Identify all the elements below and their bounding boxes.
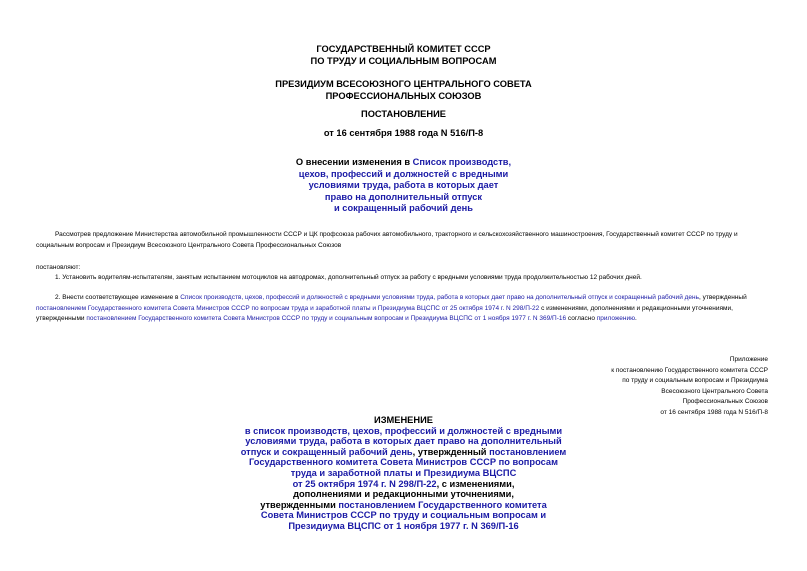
change-line8-text: утвержденными [260,499,339,510]
change-line3-text: , утвержденный [412,446,490,457]
item2-text-d: согласно [566,315,597,322]
change-line3[interactable]: отпуск и сокращенный рабочий день [240,446,413,457]
change-line3-link[interactable]: постановлением [489,446,567,457]
appendix-line5: Профессиональных Союзов [682,398,768,405]
change-line8-link[interactable]: постановлением Государственного комитета [338,499,547,510]
change-line6-text: , с изменениями, [436,478,515,489]
org2-line2: ПРОФЕССИОНАЛЬНЫХ СОЮЗОВ [325,90,482,101]
preamble-paragraph: Рассмотрев предложение Министерства автомобильной промышленности СССР и ЦК профсоюза рабочих автомобильного, тракторного и сельскохозяйственного машиностроения, Государственный комитет СССР по труду и социальным вопросам и Президиум Всесоюзного Центрального Совета Профессиональных Союзов [36,231,738,249]
title-prefix: О внесении изменения в [295,157,413,167]
org2-line1: ПРЕЗИДИУМ ВСЕСОЮЗНОГО ЦЕНТРАЛЬНОГО СОВЕТА [275,79,532,89]
appendix-line3: по труду и социальным вопросам и Президиума [622,377,768,384]
item2-text-e: . [634,315,637,322]
change-line7: дополнениями и редакционными уточнениями, [293,489,514,500]
title-link-line2[interactable]: цехов, профессий и должностей с вредными [298,168,509,179]
doc-date: от 16 сентября 1988 года N 516/П-8 [323,128,484,138]
change-line4[interactable]: Государственного комитета Совета Министров СССР по вопросам [249,457,558,468]
item-2 [36,293,774,325]
item2-text-c: с изменениями, дополнениями и редакционными уточнениями, утвержденными [36,304,733,322]
appendix-block [508,355,768,418]
org1-line1: ГОСУДАРСТВЕННЫЙ КОМИТЕТ СССР [316,44,491,54]
appendix-line6: от 16 сентября 1988 года N 516/П-8 [660,408,768,416]
item2-link-resolution-1977[interactable]: постановлением Государственного комитета Совета Министров СССР по труду и социальным вопросам и Президиума ВЦСПС от 1 ноября 1977 г. N 369/П-16 [86,315,567,322]
item-1: 1. Установить водителям-испытателям, занятым испытанием мотоциклов на автодромах, дополнительный отпуск за работу с вредными условиями труда продолжительностью 12 рабочих дней. [55,274,642,281]
change-line6[interactable]: от 25 октября 1974 г. N 298/П-22 [292,478,437,489]
item2-link-list[interactable]: Список производств, цехов, профессий и должностей с вредными условиями труда, работа в которых дает право на дополнительный отпуск и сокращенный рабочий день [180,294,700,301]
title-link-line4[interactable]: право на дополнительный отпуск [324,191,483,202]
change-line10[interactable]: Президиума ВЦСПС от 1 ноября 1977 г. N 369/П-16 [288,520,519,531]
appendix-line4: Всесоюзного Центрального Совета [661,387,768,395]
title-link-line3[interactable]: условиями труда, работа в которых дает [308,180,499,190]
item2-link-resolution-1974[interactable]: постановлением Государственного комитета Совета Министров СССР по вопросам труда и заработной платы и Президиума ВЦСПС от 25 октября 1974 г. N 298/П-22 [36,304,540,312]
change-line1[interactable]: в список производств, цехов, профессий и должностей с вредными [244,425,563,436]
resolve-text: постановляют: [36,264,81,271]
org-presidium-header [0,79,807,102]
org1-line2: ПО ТРУДУ И СОЦИАЛЬНЫМ ВОПРОСАМ [310,55,497,66]
doc-type: ПОСТАНОВЛЕНИЕ [361,109,446,119]
title-link-line5[interactable]: и сокращенный рабочий день [334,203,473,213]
item2-text-b: , утвержденный [699,294,747,301]
org-committee-header [0,44,807,67]
item2-text-a: 2. Внести соответствующее изменение в [55,294,181,301]
appendix-line1: Приложение [729,356,768,363]
title-link-line1[interactable]: Список производств, [412,157,512,167]
change-section [0,415,807,532]
change-line5[interactable]: труда и заработной платы и Президиума ВЦСПС [290,467,517,478]
appendix-line2: к постановлению Государственного комитета СССР [611,366,768,374]
change-line9[interactable]: Совета Министров СССР по труду и социальным вопросам и [260,510,547,521]
change-heading: ИЗМЕНЕНИЕ [374,415,433,425]
document-title [0,157,807,215]
item2-link-appendix[interactable]: приложению [596,315,635,322]
change-line2[interactable]: условиями труда, работа в которых дает право на дополнительный [245,436,562,447]
